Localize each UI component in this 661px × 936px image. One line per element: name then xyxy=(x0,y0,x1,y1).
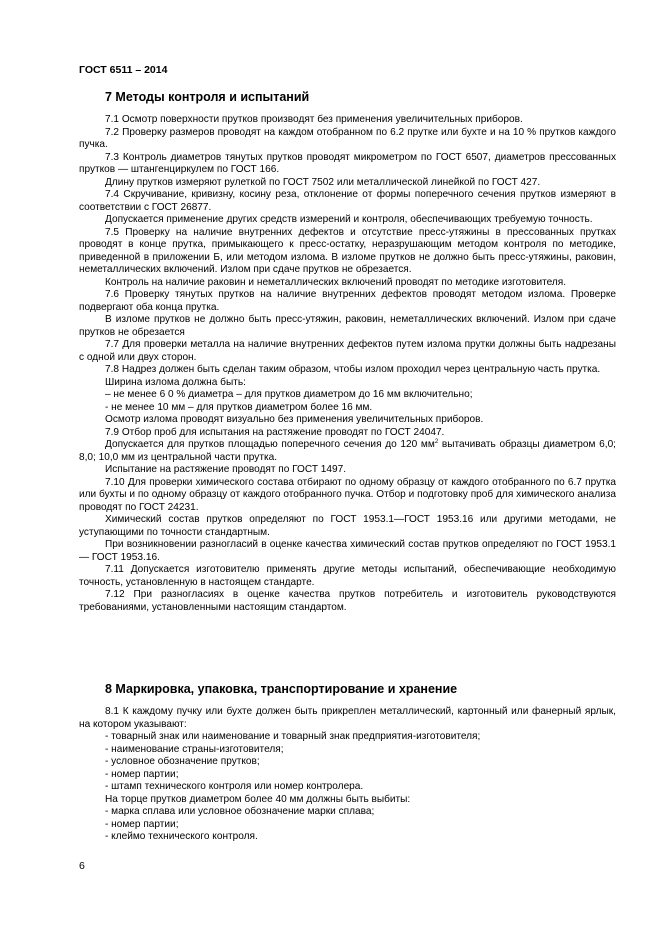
para-sample-area xyxy=(79,439,616,464)
list-item: - штамп технического контроля или номер контролера. xyxy=(105,781,364,792)
para-length: Длину прутков измеряют рулеткой по ГОСТ 7502 или металлической линейкой по ГОСТ 427. xyxy=(105,176,541,188)
list-item: - номер партии; xyxy=(105,768,179,780)
para-fracture: В изломе прутков не должно быть пресс-утяжин, раковин, неметаллических включений. Излом при сдаче прутков не обрезается xyxy=(79,314,616,338)
list-item: - условное обозначение прутков; xyxy=(105,756,260,767)
para-7-6: 7.6 Проверку тянутых прутков на наличие внутренних дефектов проводят методом излома. Проверке подвергают оба конца прутка. xyxy=(79,289,616,313)
superscript-2: 2 xyxy=(434,439,439,445)
para-inspection: Осмотр излома проводят визуально без применения увеличительных приборов. xyxy=(105,414,484,425)
para-7-3: 7.3 Контроль диаметров тянутых прутков проводят микрометром по ГОСТ 6507, диаметров прессованных прутков — штангенциркулем по ГОСТ 166. xyxy=(79,151,616,175)
para-chem-composition: Химический состав прутков определяют по ГОСТ 1953.1—ГОСТ 1953.16 или другими методами, не уступающими по точности стандартным. xyxy=(79,514,616,538)
para-width-intro: Ширина излома должна быть: xyxy=(105,376,246,388)
para-7-10: 7.10 Для проверки химического состава отбирают по одному образцу от каждого отобранного по 6.7 прутка или бухты и по одному образцу от каждого отобранного пучка. Отбор и подготовку проб для химического анализа проводят по ГОСТ 24231. xyxy=(79,476,616,513)
para-tensile-test: Испытание на растяжение проводят по ГОСТ 1497. xyxy=(105,464,347,475)
para-7-12: 7.12 При разногласиях в оценке качества прутков потребитель и изготовитель руководствуются требованиями, установленными настоящим стандартом. xyxy=(79,589,616,613)
para-sample-area-rest: вытачивать образцы диаметром 6,0; 8,0; 10,0 мм из центральной части прутка. xyxy=(79,439,616,463)
para-7-11: 7.11 Допускается изготовителю применять другие методы испытаний, обеспечивающие необходимую точность, установленную в настоящем стандарте. xyxy=(79,564,616,588)
page-number: 6 xyxy=(79,860,85,872)
para-width-item-2: - не менее 10 мм – для прутков диаметром более 16 мм. xyxy=(105,401,373,413)
section-8-title: 8 Маркировка, упаковка, транспортирование и хранение xyxy=(105,682,458,696)
para-7-2: 7.2 Проверку размеров проводят на каждом отобранном по 6.2 прутке или бухте и на 10 % прутков каждого пучка. xyxy=(79,126,616,150)
list-item: - наименование страны-изготовителя; xyxy=(105,743,284,755)
para-width-item-1: – не менее 6 0 % диаметра – для прутков диаметром до 16 мм включительно; xyxy=(105,389,473,400)
para-sample-area-text: Допускается для прутков площадью поперечного сечения до 120 мм xyxy=(105,439,435,450)
para-7-5: 7.5 Проверку на наличие внутренних дефектов и отсутствие пресс-утяжины в прессованных прутках проводят в конце прутка, примыкающего к пресс-остатку, неразрушающим методом контроля по методике, приведенной в приложении Б, или методом излома. В изломе прутков не должно быть пресс-утяжины, раковин, неметаллических включений. Излом при сдаче прутков не обрезается. xyxy=(79,226,616,275)
list-item: - клеймо технического контроля. xyxy=(105,831,258,842)
para-7-1: 7.1 Осмотр поверхности прутков производят без применения увеличительных приборов. xyxy=(105,114,523,125)
para-7-4: 7.4 Скручивание, кривизну, косину реза, отклонение от формы поперечного сечения прутков измеряют в соответствии с ГОСТ 26877. xyxy=(79,189,616,213)
para-7-7: 7.7 Для проверки металла на наличие внутренних дефектов путем излома прутки должны быть надрезаны с одной или двух сторон. xyxy=(79,339,616,363)
section-7-body xyxy=(79,114,616,614)
section-7-title: 7 Методы контроля и испытаний xyxy=(105,90,310,104)
para-7-9: 7.9 Отбор проб для испытания на растяжение проводят по ГОСТ 24047. xyxy=(105,426,445,438)
para-8-1: 8.1 К каждому пучку или бухте должен быть прикреплен металлический, картонный или фанерный ярлык, на котором указывают: xyxy=(79,706,616,730)
section-8-body xyxy=(79,706,616,844)
para-7-8: 7.8 Надрез должен быть сделан таким образом, чтобы излом проходил через центральную часть прутка. xyxy=(105,364,601,375)
list-item: - марка сплава или условное обозначение марки сплава; xyxy=(105,806,375,817)
para-end-marking: На торце прутков диаметром более 40 мм должны быть выбиты: xyxy=(105,793,411,805)
document-header: ГОСТ 6511 – 2014 xyxy=(79,64,168,76)
list-item: - товарный знак или наименование и товарный знак предприятия-изготовителя; xyxy=(105,731,481,742)
para-allowed-other: Допускается применение других средств измерений и контроля, обеспечивающих требуемую точность. xyxy=(105,214,593,225)
para-control-method: Контроль на наличие раковин и неметаллических включений проводят по методике изготовителя. xyxy=(105,276,567,288)
list-item: - номер партии; xyxy=(105,818,179,830)
para-disagreement: При возникновении разногласий в оценке качества химический состав прутков определяют по ГОСТ 1953.1— ГОСТ 1953.16. xyxy=(79,539,616,563)
